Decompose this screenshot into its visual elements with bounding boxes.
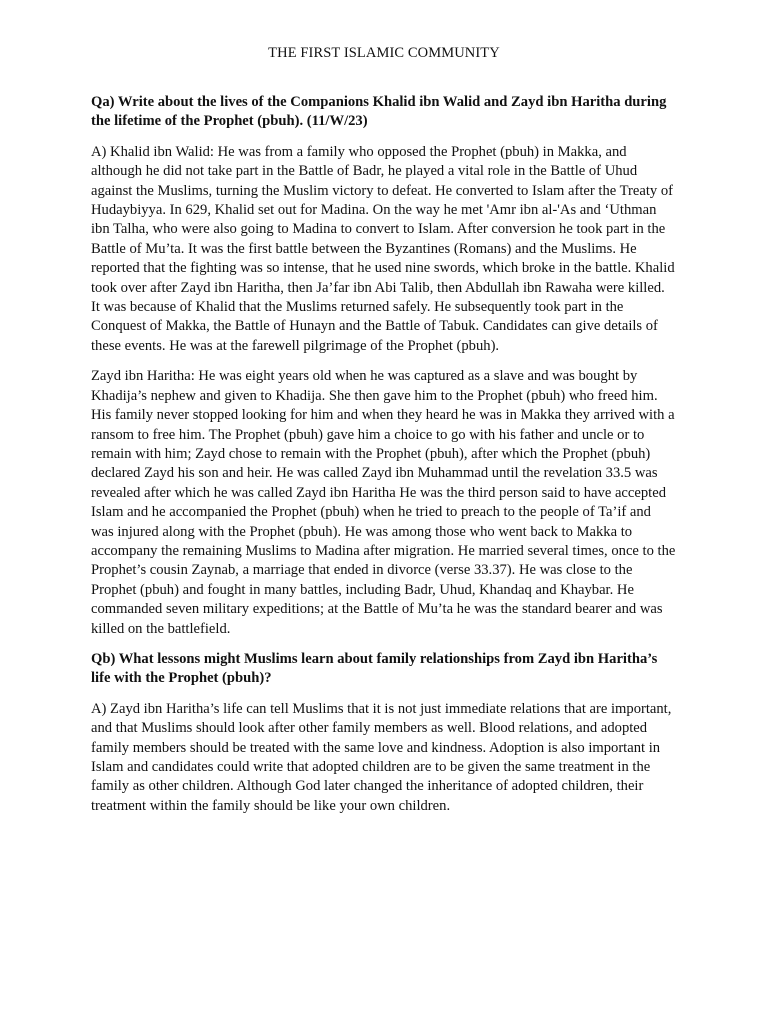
document-body bbox=[91, 93, 676, 827]
answer-a-khalid-paragraph: A) Khalid ibn Walid: He was from a family who opposed the Prophet (pbuh) in Makka, and although he did not take part in the Battle of Badr, he played a vital role in the Battle of Uhud against the Muslims, turning the Muslim victory to defeat. He converted to Islam after the Treaty of Hudaybiyya. In 629, Khalid set out for Madina. On the way he met 'Amr ibn al-'As and ‘Uthman ibn Talha, who were also going to Madina to convert to Islam. After conversion he took part in the Battle of Mu’ta. It was the first battle between the Byzantines (Romans) and the Muslims. He reported that the fighting was so intense, that he used nine swords, which broke in the battle. Khalid took over after Zayd ibn Haritha, then Ja’far ibn Abi Talib, then Abdullah ibn Rawaha were killed. It was because of Khalid that the Muslims returned safely. He subsequently took part in the Conquest of Makka, the Battle of Hunayn and the Battle of Tabuk. Candidates can give details of these events. He was at the farewell pilgrimage of the Prophet (pbuh). bbox=[91, 143, 675, 354]
question-a: Qa) Write about the lives of the Companions Khalid ibn Walid and Zayd ibn Haritha during the lifetime of the Prophet (pbuh). (11/W/23) bbox=[91, 94, 667, 130]
question-b: Qb) What lessons might Muslims learn about family relationships from Zayd ibn Haritha’s life with the Prophet (pbuh)? bbox=[91, 650, 658, 687]
answer-a-zayd-paragraph: Zayd ibn Haritha: He was eight years old when he was captured as a slave and was bought by Khadija’s nephew and given to Khadija. She then gave him to the Prophet (pbuh) who freed him. His family never stopped looking for him and when they heard he was in Makka they arrived with a ransom to free him. The Prophet (pbuh) gave him a choice to go with his father and uncle or to remain with him; Zayd chose to remain with the Prophet (pbuh), after which the Prophet (pbuh) declared Zayd his son and heir. He was called Zayd ibn Muhammad until the revelation 33.5 was revealed after which he was called Zayd ibn Haritha He was the third person said to have accepted Islam and he accompanied the Prophet (pbuh) when he tried to preach to the people of Ta’if and was injured along with the Prophet (pbuh). He was among those who went back to Makka to accompany the remaining Muslims to Madina after migration. He married several times, once to the Prophet’s cousin Zaynab, a marriage that ended in divorce (verse 33.37). He was close to the Prophet (pbuh) and fought in many battles, including Badr, Uhud, Khandaq and Khaybar. He commanded seven military expeditions; at the Battle of Mu’ta he was the standard bearer and was killed on the battlefield. bbox=[91, 368, 676, 637]
answer-b-paragraph: A) Zayd ibn Haritha’s life can tell Muslims that it is not just immediate relations that are important, and that Muslims should look after other family members as well. Blood relations, and adopted family members should be treated with the same love and kindness. Adoption is also important in Islam and candidates could write that adopted children are to be given the same treatment in the family as other children. Although God later changed the inheritance of adopted children, their treatment within the family should be like your own children. bbox=[91, 700, 672, 814]
page-title: THE FIRST ISLAMIC COMMUNITY bbox=[268, 45, 500, 61]
